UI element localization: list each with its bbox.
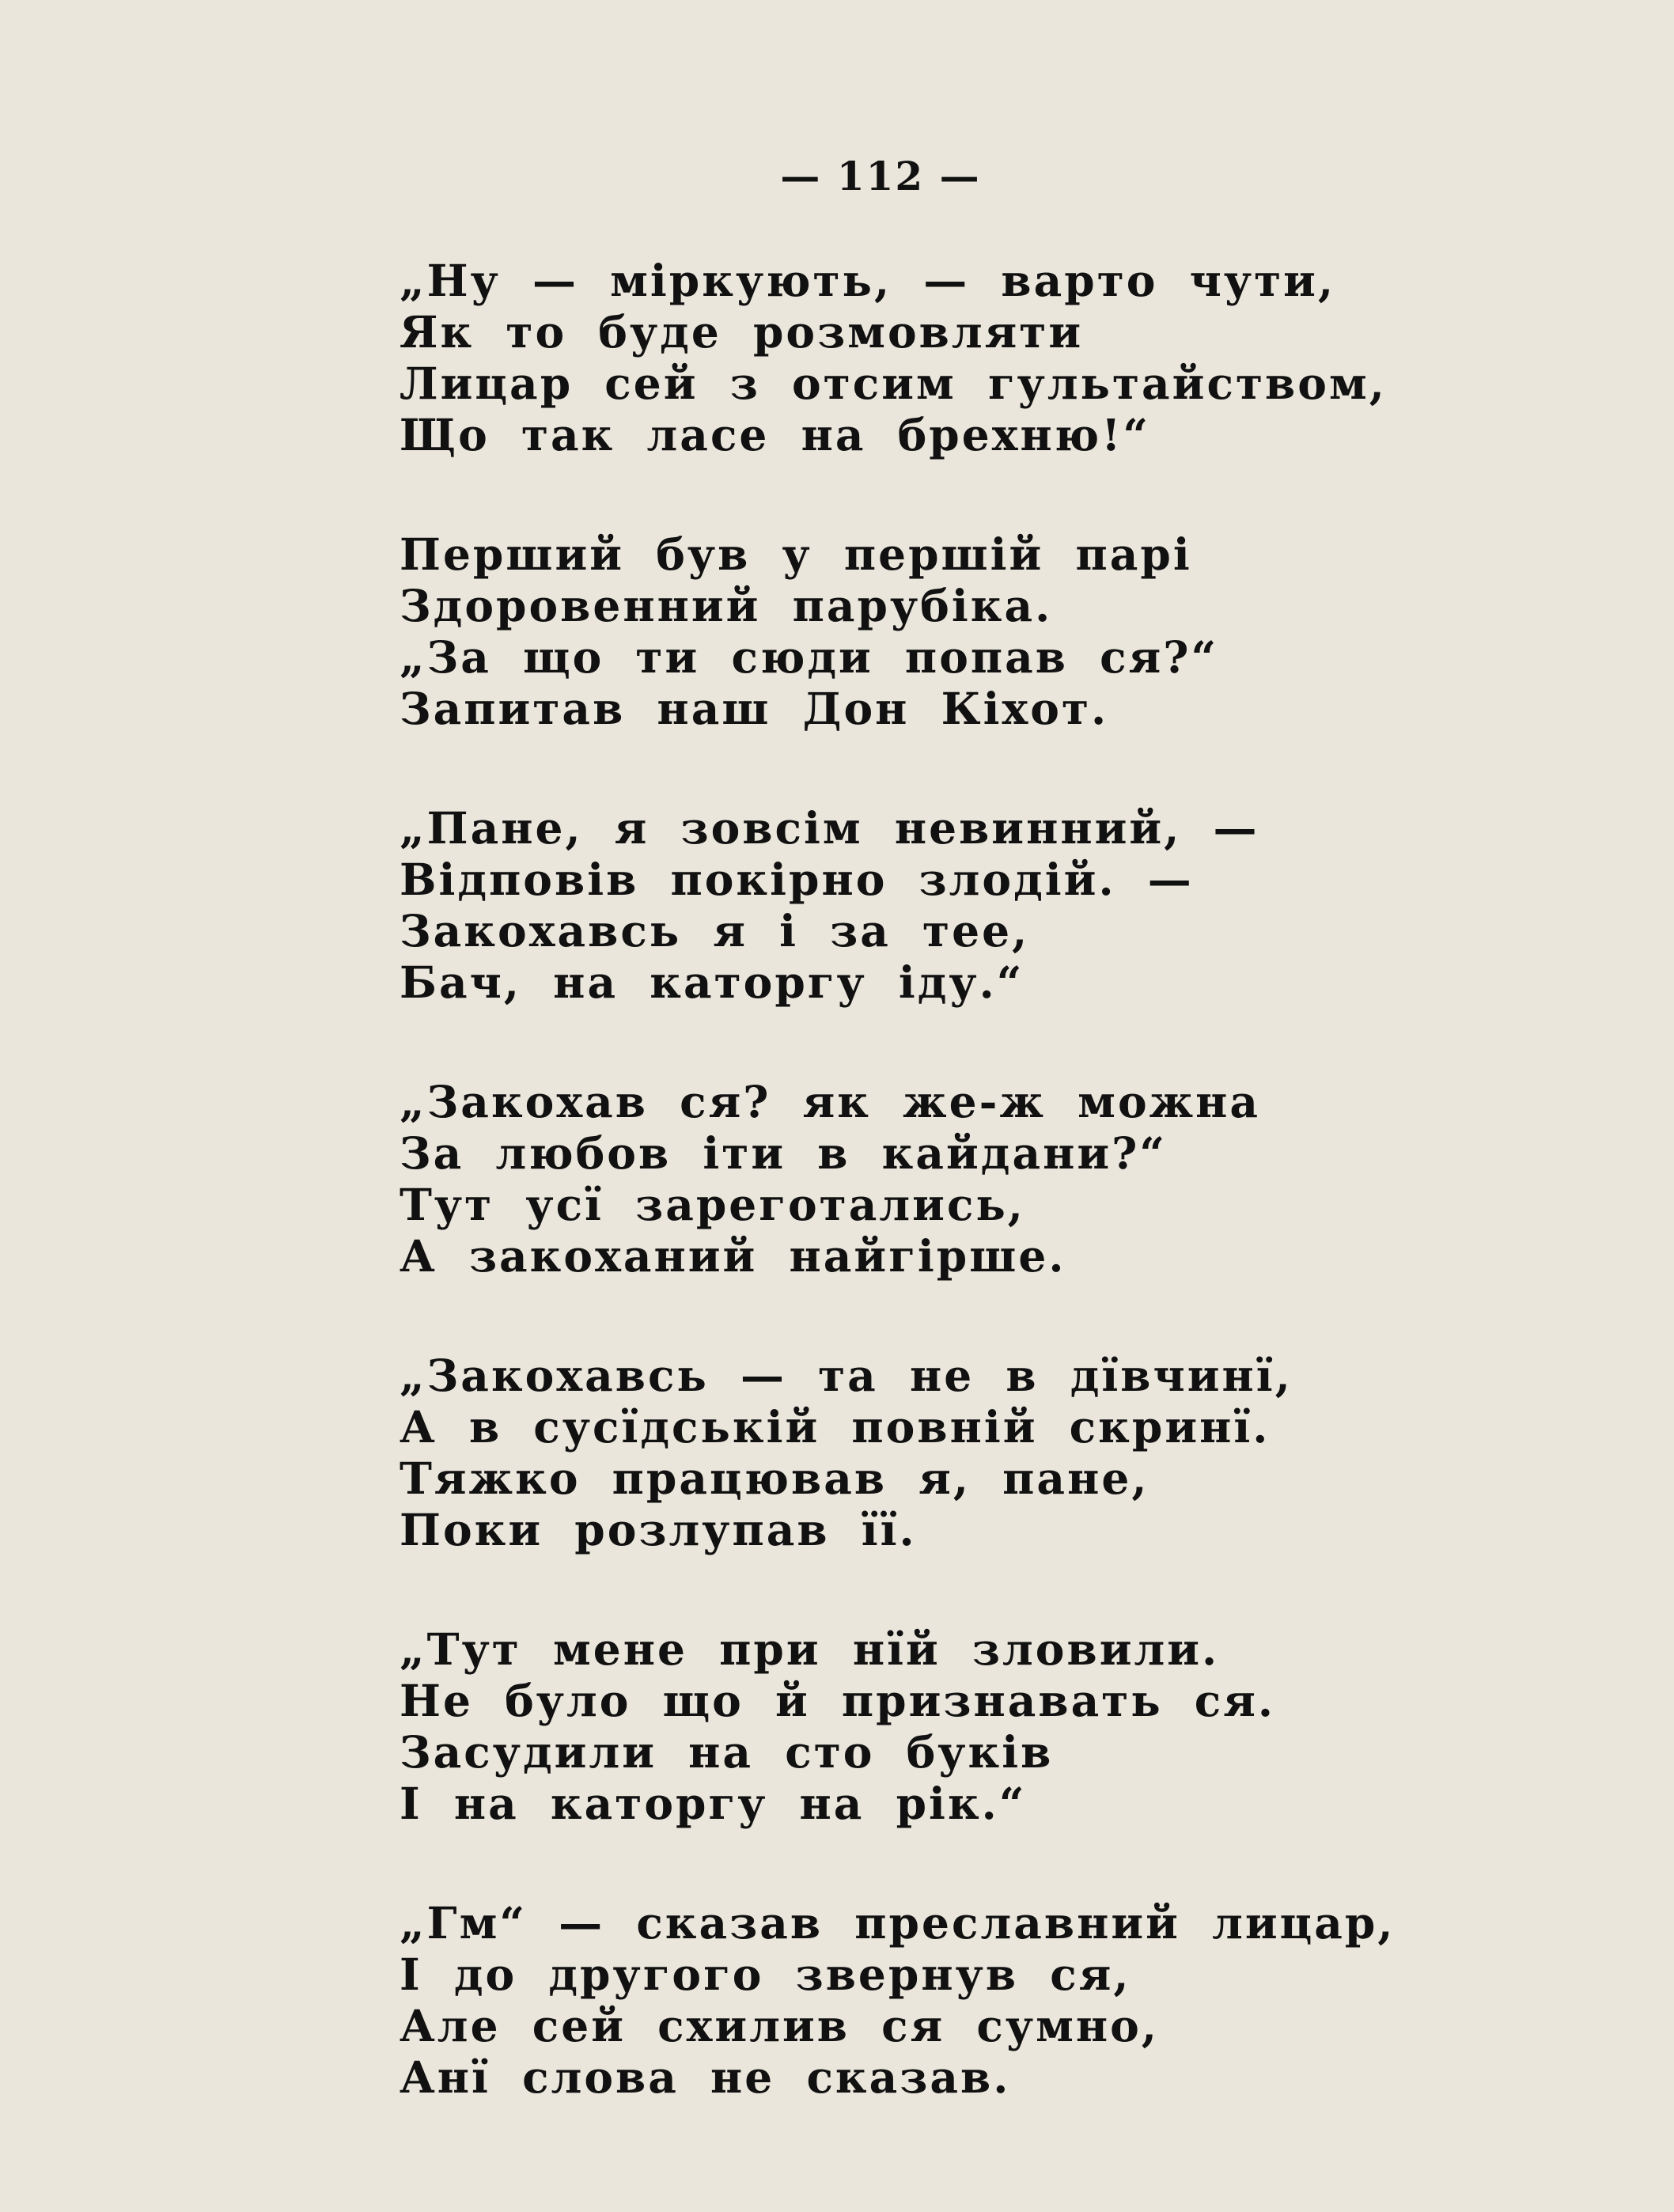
poem-line: „Пане, я зовсім невинний, — <box>400 802 1259 854</box>
poem-line: „Ну — міркують, — варто чути, <box>400 255 1336 306</box>
poem-line: „За що ти сюди попав ся?“ <box>400 631 1219 683</box>
stanza <box>400 1350 1634 1555</box>
poem-line: „Закохав ся? як же-ж можна <box>400 1076 1261 1127</box>
poem-line: Тяжко працював я, пане, <box>400 1453 1149 1504</box>
poem-line: І до другого звернув ся, <box>400 1949 1131 2000</box>
poem-line: „Тут мене при нїй зловили. <box>400 1623 1220 1675</box>
poem-line: Анї слова не сказав. <box>400 2051 1011 2103</box>
poem-line: І на каторгу на рік.“ <box>400 1778 1027 1829</box>
poem-line: Але сей схилив ся сумно, <box>400 2000 1159 2051</box>
stanza <box>400 255 1634 460</box>
stanza <box>400 1897 1634 2103</box>
poem <box>400 255 1634 2171</box>
poem-line: Запитав наш Дон Кіхот. <box>400 683 1109 734</box>
poem-line: Перший був у першій парі <box>400 528 1192 580</box>
stanza <box>400 802 1634 1008</box>
poem-line: Засудили на сто буків <box>400 1726 1054 1778</box>
poem-line: За любов іти в кайдани?“ <box>400 1127 1167 1179</box>
poem-line: Бач, на каторгу іду.“ <box>400 956 1024 1008</box>
poem-line: Закохавсь я і за тее, <box>400 905 1030 956</box>
poem-line: Лицар сей з отсим гультайством, <box>400 358 1387 409</box>
stanza <box>400 1076 1634 1282</box>
poem-line: Що так ласе на брехню!“ <box>400 409 1150 460</box>
stanza <box>400 1623 1634 1829</box>
poem-line: Відповів покірно злодій. — <box>400 854 1194 905</box>
poem-line: Здоровенний парубіка. <box>400 580 1053 631</box>
poem-line: Поки розлупав її. <box>400 1504 917 1555</box>
poem-line: Не було що й признавать ся. <box>400 1675 1276 1726</box>
poem-line: А в сусїдській повній скринї. <box>400 1401 1271 1453</box>
stanza <box>400 528 1634 734</box>
poem-line: „Закохавсь — та не в дївчинї, <box>400 1350 1293 1401</box>
poem-line: Як то буде розмовляти <box>400 306 1084 358</box>
poem-line: „Гм“ — сказав преславний лицар, <box>400 1897 1396 1949</box>
page-number: — 112 — <box>780 153 981 199</box>
poem-line: А закоханий найгірше. <box>400 1230 1066 1282</box>
poem-line: Тут усї зареготались, <box>400 1179 1025 1230</box>
